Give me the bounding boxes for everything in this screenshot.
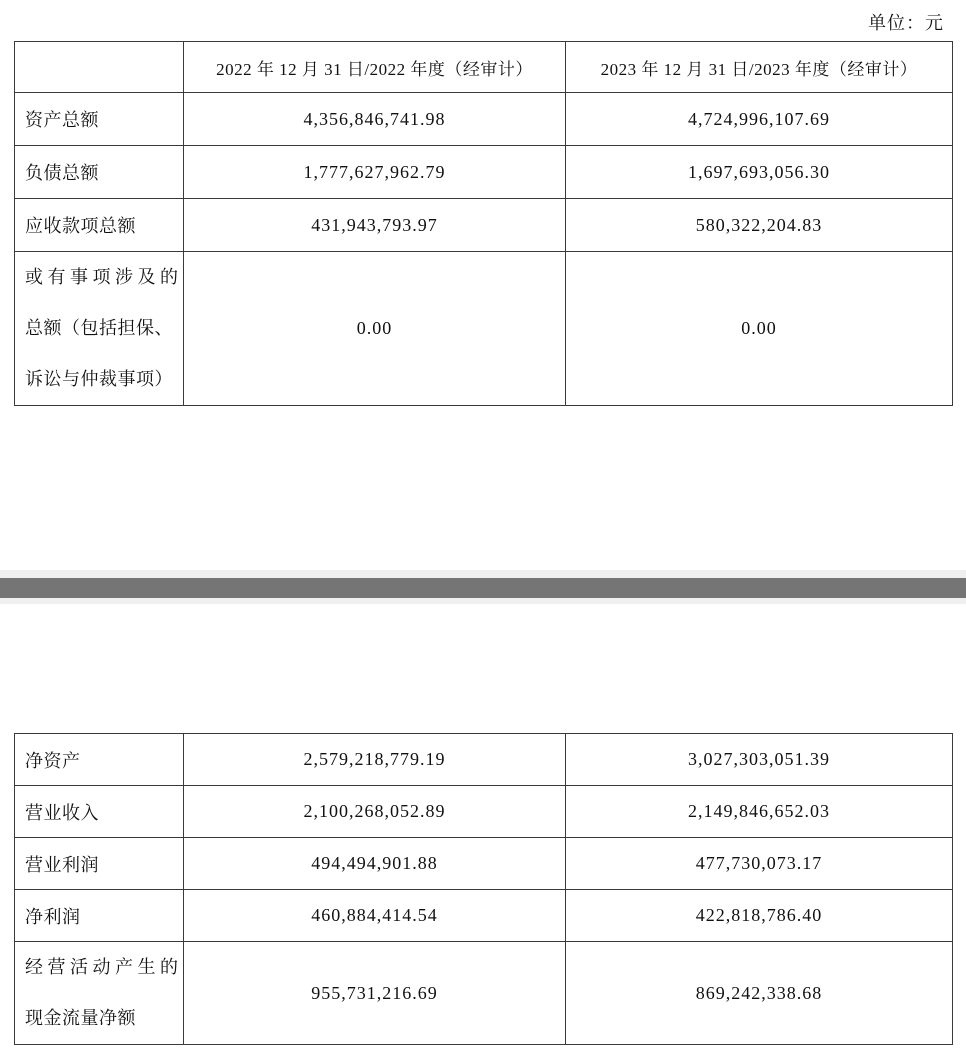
value-2023: 580,322,204.83 <box>566 199 953 252</box>
page-break-bar <box>0 578 966 598</box>
value-2023: 477,730,073.17 <box>566 838 953 890</box>
value-2023: 1,697,693,056.30 <box>566 146 953 199</box>
column-header-2022: 2022 年 12 月 31 日/2022 年度（经审计） <box>184 42 566 93</box>
value-2023: 2,149,846,652.03 <box>566 786 953 838</box>
row-label-line: 现金流量净额 <box>25 1008 136 1028</box>
value-2023: 4,724,996,107.69 <box>566 93 953 146</box>
row-label <box>15 252 184 406</box>
row-label: 营业利润 <box>15 838 184 890</box>
row-label: 应收款项总额 <box>15 199 184 252</box>
row-label <box>15 942 184 1045</box>
table-row-operating-revenue <box>15 786 953 838</box>
page-break-separator <box>0 570 966 604</box>
value-2023: 869,242,338.68 <box>566 942 953 1045</box>
row-label: 负债总额 <box>15 146 184 199</box>
row-label: 营业收入 <box>15 786 184 838</box>
value-2022: 460,884,414.54 <box>184 890 566 942</box>
unit-label: 单位：元 <box>868 13 944 33</box>
value-2022: 1,777,627,962.79 <box>184 146 566 199</box>
row-label: 净利润 <box>15 890 184 942</box>
table-row-total-receivables <box>15 199 953 252</box>
table-row-contingencies <box>15 252 953 406</box>
row-label-line: 总额（包括担保、 <box>25 318 173 338</box>
value-2022: 955,731,216.69 <box>184 942 566 1045</box>
table-row-operating-profit <box>15 838 953 890</box>
value-2022: 431,943,793.97 <box>184 199 566 252</box>
value-2022: 2,100,268,052.89 <box>184 786 566 838</box>
header-empty-cell <box>15 42 184 93</box>
row-label: 净资产 <box>15 734 184 786</box>
table-row-net-assets <box>15 734 953 786</box>
table-row-total-liabilities <box>15 146 953 199</box>
table-row-net-profit <box>15 890 953 942</box>
column-header-2023: 2023 年 12 月 31 日/2023 年度（经审计） <box>566 42 953 93</box>
row-label-line: 诉讼与仲裁事项） <box>25 369 173 389</box>
value-2022: 2,579,218,779.19 <box>184 734 566 786</box>
table-row-operating-cash-flow <box>15 942 953 1045</box>
row-label-line: 或有事项涉及的 <box>25 267 183 287</box>
value-2023: 3,027,303,051.39 <box>566 734 953 786</box>
row-label: 资产总额 <box>15 93 184 146</box>
value-2022: 4,356,846,741.98 <box>184 93 566 146</box>
income-statement-summary-table <box>14 733 953 1045</box>
value-2023: 422,818,786.40 <box>566 890 953 942</box>
table-row-total-assets <box>15 93 953 146</box>
row-label-line: 经营活动产生的 <box>25 957 183 977</box>
balance-sheet-summary-table <box>14 41 953 406</box>
value-2023: 0.00 <box>566 252 953 406</box>
value-2022: 0.00 <box>184 252 566 406</box>
table-header-row <box>15 42 953 93</box>
value-2022: 494,494,901.88 <box>184 838 566 890</box>
